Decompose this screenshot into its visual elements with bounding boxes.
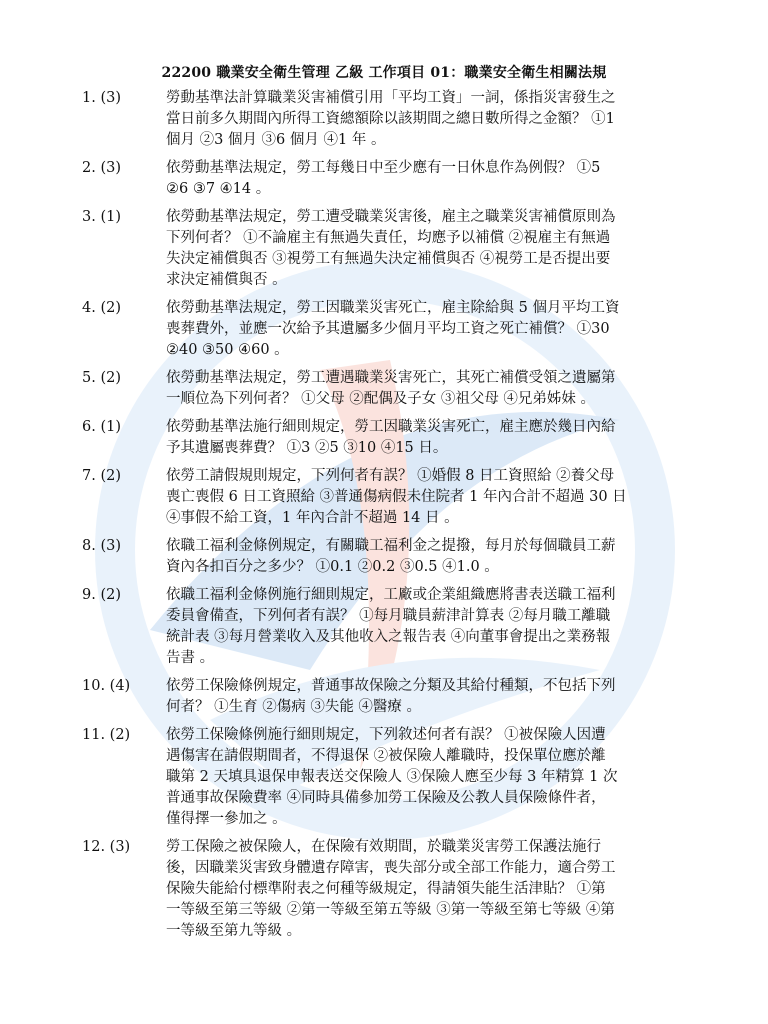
question-text-line: 下列何者？ ①不論雇主有無過失責任，均應予以補償 ②視雇主有無過 xyxy=(166,230,611,246)
question-item xyxy=(0,536,768,578)
question-text-line: 保險失能給付標準附表之何種等級規定，得請領失能生活津貼？ ①第 xyxy=(166,881,606,897)
question-text-line: 失決定補償與否 ③視勞工有無過失決定補償與否 ④視勞工是否提出要 xyxy=(166,251,611,267)
question-text-line: 當日前多久期間內所得工資總額除以該期間之總日數所得之金額？ ①1 xyxy=(166,111,615,127)
question-text-line: 依勞動基準法規定，勞工遭遇職業災害死亡，其死亡補償受領之遺屬第 xyxy=(166,370,616,386)
question-text xyxy=(166,207,692,291)
question-number-answer: 4. (2) xyxy=(82,300,121,316)
question-number-answer: 8. (3) xyxy=(82,538,121,554)
question-item xyxy=(0,368,768,410)
question-number-answer: 9. (2) xyxy=(82,587,121,603)
question-text-line: 個月 ②3 個月 ③6 個月 ④1 年 。 xyxy=(166,132,386,148)
question-number-answer: 11. (2) xyxy=(82,727,131,743)
question-text xyxy=(166,466,692,529)
question-text-line: 遇傷害在請假期間者，不得退保 ②被保險人離職時，投保單位應於離 xyxy=(166,748,606,764)
question-item xyxy=(0,417,768,459)
question-text-line: 依勞動基準法施行細則規定，勞工因職業災害死亡，雇主應於幾日內給 xyxy=(166,419,616,435)
question-text-line: 僅得擇一參加之 。 xyxy=(166,811,287,827)
question-text-line: 一等級至第九等級 。 xyxy=(166,923,302,939)
question-text-line: ④事假不給工資，1 年內合計不超過 14 日 。 xyxy=(166,510,459,526)
question-number-answer: 1. (3) xyxy=(82,90,121,106)
question-text-line: 普通事故保險費率 ④同時具備參加勞工保險及公教人員保險條件者， xyxy=(166,790,606,806)
question-list xyxy=(0,88,768,949)
question-number-answer: 7. (2) xyxy=(82,468,121,484)
question-text-line: 求決定補償與否 。 xyxy=(166,272,287,288)
question-number-answer: 2. (3) xyxy=(82,160,121,176)
question-text-line: 資內各扣百分之多少？ ①0.1 ②0.2 ③0.5 ④1.0 。 xyxy=(166,559,499,575)
question-text xyxy=(166,298,692,361)
question-text-line: 依勞動基準法規定，勞工遭受職業災害後，雇主之職業災害補償原則為 xyxy=(166,209,616,225)
question-item xyxy=(0,298,768,361)
question-text-line: 一順位為下列何者？ ①父母 ②配偶及子女 ③祖父母 ④兄弟姊妹 。 xyxy=(166,391,596,407)
question-text xyxy=(166,88,692,151)
question-text xyxy=(166,725,692,830)
question-text xyxy=(166,368,692,410)
question-text-line: 一等級至第三等級 ②第一等級至第五等級 ③第一等級至第七等級 ④第 xyxy=(166,902,615,918)
question-item xyxy=(0,837,768,942)
question-text-line: 依勞動基準法規定，勞工因職業災害死亡，雇主除給與 5 個月平均工資 xyxy=(166,300,620,316)
question-text xyxy=(166,417,692,459)
question-text-line: ②40 ③50 ④60 。 xyxy=(166,342,289,358)
question-text-line: 喪亡喪假 6 日工資照給 ③普通傷病假未住院者 1 年內合計不超過 30 日 xyxy=(166,489,627,505)
question-text-line: 職第 2 天填具退保申報表送交保險人 ③保險人應至少每 3 年精算 1 次 xyxy=(166,769,618,785)
question-number-answer: 10. (4) xyxy=(82,678,131,694)
question-text-line: 依職工福利金條例施行細則規定，工廠或企業組織應將書表送職工福利 xyxy=(166,587,616,603)
question-text-line: 予其遺屬喪葬費？ ①3 ②5 ③10 ④15 日。 xyxy=(166,440,448,456)
question-item xyxy=(0,676,768,718)
question-item xyxy=(0,207,768,291)
document-title: 22200 職業安全衛生管理 乙級 工作項目 01：職業安全衛生相關法規 xyxy=(161,65,607,81)
question-text-line: 依勞工保險條例施行細則規定，下列敘述何者有誤？ ①被保險人因遭 xyxy=(166,727,606,743)
question-text-line: 告書 。 xyxy=(166,650,215,666)
question-text xyxy=(166,158,692,200)
question-item xyxy=(0,88,768,151)
question-text-line: 依勞動基準法規定，勞工每幾日中至少應有一日休息作為例假？ ①5 xyxy=(166,160,601,176)
question-text xyxy=(166,676,692,718)
question-number-answer: 6. (1) xyxy=(82,419,121,435)
question-text xyxy=(166,837,692,942)
question-text-line: 後，因職業災害致身體遺存障害，喪失部分或全部工作能力，適合勞工 xyxy=(166,860,616,876)
question-item xyxy=(0,466,768,529)
question-text-line: 委員會備查，下列何者有誤？ ①每月職員薪津計算表 ②每月職工離職 xyxy=(166,608,611,624)
question-item xyxy=(0,158,768,200)
question-text-line: 依勞工保險條例規定，普通事故保險之分類及其給付種類，不包括下列 xyxy=(166,678,616,694)
question-text xyxy=(166,536,692,578)
question-text-line: 何者？ ①生育 ②傷病 ③失能 ④醫療 。 xyxy=(166,699,422,715)
question-text-line: 統計表 ③每月營業收入及其他收入之報告表 ④向董事會提出之業務報 xyxy=(166,629,611,645)
question-number-answer: 5. (2) xyxy=(82,370,121,386)
question-number-answer: 3. (1) xyxy=(82,209,121,225)
question-text-line: 依職工福利金條例規定，有關職工福利金之提撥，每月於每個職員工薪 xyxy=(166,538,616,554)
question-item xyxy=(0,725,768,830)
question-text-line: 依勞工請假規則規定，下列何者有誤？ ①婚假 8 日工資照給 ②養父母 xyxy=(166,468,615,484)
question-text-line: 勞動基準法計算職業災害補償引用「平均工資」一詞，係指災害發生之 xyxy=(166,90,616,106)
question-number-answer: 12. (3) xyxy=(82,839,131,855)
question-text-line: ②6 ③7 ④14 。 xyxy=(166,181,271,197)
question-text-line: 勞工保險之被保險人，在保險有效期間，於職業災害勞工保護法施行 xyxy=(166,839,601,855)
question-item xyxy=(0,585,768,669)
question-text-line: 喪葬費外，並應一次給予其遺屬多少個月平均工資之死亡補償？ ①30 xyxy=(166,321,610,337)
question-text xyxy=(166,585,692,669)
